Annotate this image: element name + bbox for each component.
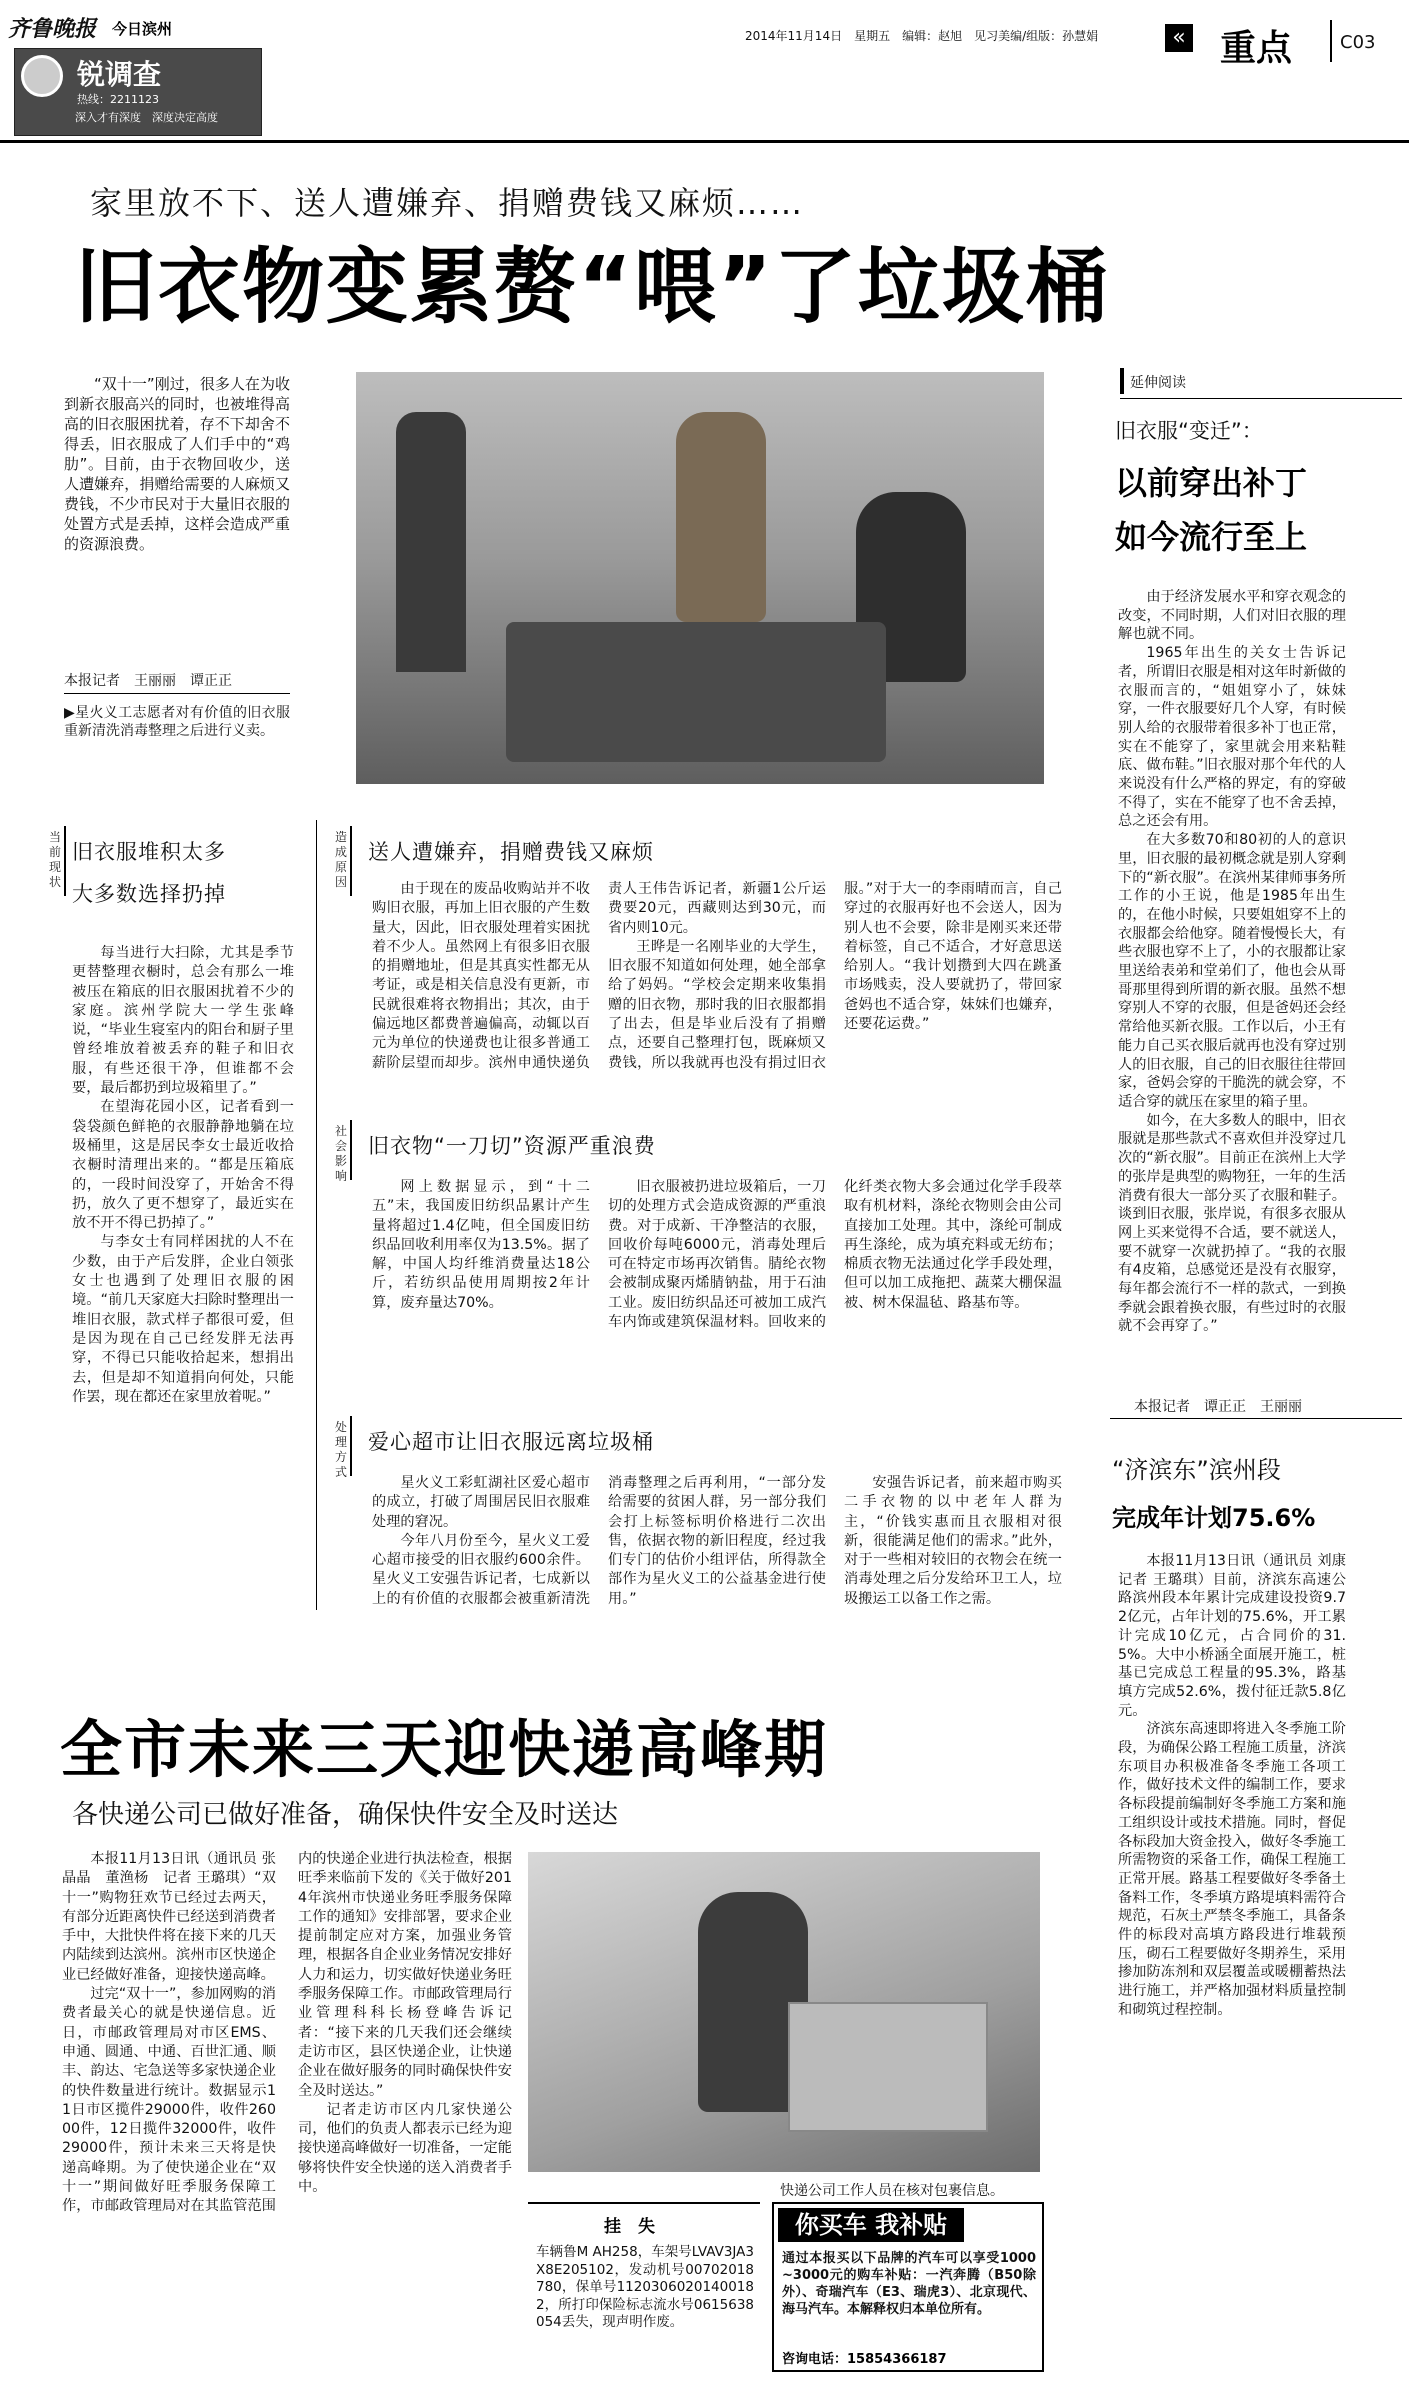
- ad-phone: 咨询电话：15854366187: [782, 2352, 947, 2367]
- section-title: 爱心超市让旧衣服远离垃圾桶: [368, 1430, 654, 1454]
- section-body: 由于现在的废品收购站并不收购旧衣服，再加上旧衣服的产生数量大，因此，旧衣服处理着实困扰着不少人。虽然网上有很多旧衣服的捐赠地址，但是其真实性都无从考证，或是相关信息没有更新，市民就很难将衣物捐出；其次，由于偏远地区都费普遍偏高，动辄以百元为单位的快递费也让很多普通工薪阶层望而却步。滨州申通快递负责人王伟告诉记者，新疆1公斤运费要20元，西藏则达到30元，而省内则10元。 王晔是一名刚毕业的大学生，旧衣服不知道如何处理，她全部拿给了妈妈。“学校会定期来收集捐赠的旧衣物，那时我的旧衣服都捐了出去，但是毕业后没有了捐赠点，还要自己整理打包，既麻烦又费钱，所以我就再也没有捐过旧衣服。”对于大一的李雨晴而言，自己穿过的衣服再好也不会送人，因为别人也不会要，除非是刚买来还带着标签，自己不适合，才好意思送给别人。“我计划攒到大四在跳蚤市场贱卖，没人要就扔了，带回家爸妈也不适合穿，妹妹们也嫌弃，还要花运费。”: [372, 881, 1062, 1071]
- parcels: [788, 2002, 988, 2132]
- section-label: 造成原因: [334, 830, 347, 889]
- promo-hotline: 热线：2211123: [77, 93, 159, 106]
- section-body: 星火义工彩虹湖社区爱心超市的成立，打破了周围居民旧衣服难处理的窘况。 今年八月份至今，星火义工爱心超市接受的旧衣服约600余件。星火义工安强告诉记者，七成新以上的有价值的衣服都会被重新清洗消毒整理之后再利用，“一部分发给需要的贫困人群，另一部分我们会打上标签标明价格进行二次出售，依据衣物的新旧程度，经过我们专门的估价小组评估，所得款全部作为星火义工的公益基金进行使用。” 安强告诉记者，前来超市购买二手衣物的以中老年人群为主，“价钱实惠而且衣服相对很新，很能满足他们的需求。”此外，对于一些相对较旧的衣物会在统一消毒处理之后分发给环卫工人，垃圾搬运工以备工作之需。: [372, 1475, 1062, 1607]
- side2-headline-2: 完成年计划75.6%: [1112, 1504, 1316, 1532]
- lead-intro: “双十一”刚过，很多人在为收到新衣服高兴的同时，也被堆得高高的旧衣服困扰着，存不下却舍不得丢，旧衣服成了人们手中的“鸡肋”。目前，由于衣物回收少，送人遭嫌弃，捐赠给需要的人麻烦又费钱，不少市民对于大量旧衣服的处置方式是丢掉，这样会造成严重的资源浪费。: [64, 375, 290, 553]
- sidebar-byline: 本报记者 谭正正 王丽丽: [1134, 1399, 1302, 1415]
- express-body: 本报11月13日讯（通讯员 张晶晶 董渔杨 记者 王璐琪）“双十一”购物狂欢节已经过去两天，有部分近距离快件已经送到消费者手中，大批快件将在接下来的几天内陆续到达滨州。滨州市区快递企业已经做好准备，迎接快递高峰。 过完“双十一”，参加网购的消费者最关心的就是快递信息。近日，市邮政管理局对市区EMS、申通、圆通、中通、百世汇通、顺丰、韵达、宅急送等多家快递企业的快件数量进行统计。数据显示11日市区揽件29000件，收件26000件，12日揽件32000件，收件29000件，预计未来三天将是快递高峰期。为了使快递企业在“双十一”期间做好旺季服务保障工作，市邮政管理局对在其监管范围内的快递企业进行执法检查，根据旺季来临前下发的《关于做好2014年滨州市快递业务旺季服务保障工作的通知》安排部署，要求企业提前制定应对方案，加强业务管理，根据各自企业业务情况安排好人力和运力，切实做好快递业务旺季服务保障工作。市邮政管理局行业管理科科长杨登峰告诉记者：“接下来的几天我们还会继续走访市区，县区快递企业，让快递企业在做好服务的同时确保快件安全及时送达。” 记者走访市区内几家快递公司，他们的负责人都表示已经为迎接快递高峰做好一切准备，一定能够将快件安全快递的送入消费者手中。: [62, 1851, 512, 2215]
- divider: [64, 693, 290, 694]
- side2-headline-1: “济滨东”滨州段: [1112, 1456, 1281, 1484]
- divider: [316, 820, 317, 1610]
- section-label: 处理方式: [334, 1420, 347, 1479]
- clothes-pile: [506, 622, 886, 762]
- ad-title: 你买车 我补贴: [778, 2208, 964, 2242]
- section-body: 每当进行大扫除，尤其是季节更替整理衣橱时，总会有那么一堆被压在箱底的旧衣服困扰着不少的家庭。滨州学院大一学生张峰说，“毕业生寝室内的阳台和厨子里曾经堆放着被丢弃的鞋子和旧衣服，有些还很干净，但谁都不会要，最后都扔到垃圾箱里了。” 在望海花园小区，记者看到一袋袋颜色鲜艳的衣服静静地躺在垃圾桶里，这是居民李女士最近收拾衣橱时清理出来的。“都是压箱底的，一段时间没穿了，开始舍不得扔，放久了更不想穿了，最近实在放不开不得已扔掉了。” 与李女士有同样困扰的人不在少数，由于产后发胖，企业白领张女士也遇到了处理旧衣服的困境。“前几天家庭大扫除时整理出一堆旧衣服，款式样子都很可爱，但是因为现在自己已经发胖无法再穿，不得已只能收拾起来，想捐出去，但是却不知道捐向何处，只能作罢，现在都还在家里放着呢。”: [72, 945, 294, 1405]
- divider: [1110, 1418, 1402, 1419]
- section-title: 旧衣服堆积太多: [72, 840, 226, 864]
- divider: [1120, 368, 1124, 394]
- sidebar-headline-1: 以前穿出补丁: [1115, 464, 1308, 502]
- masthead-rule: [0, 140, 1409, 143]
- photo-caption: 快递公司工作人员在核对包裹信息。: [780, 2183, 1004, 2199]
- promo-slogan: 深入才有深度 深度决定高度: [75, 111, 218, 124]
- date-line: 2014年11月14日 星期五 编辑：赵旭 见习美编/组版：孙慧娟: [745, 29, 1099, 43]
- section-title: 旧衣物“一刀切”资源严重浪费: [368, 1134, 656, 1158]
- divider: [350, 1416, 352, 1476]
- section-title: 送人遭嫌弃，捐赠费钱又麻烦: [368, 840, 654, 864]
- divider: [64, 826, 66, 896]
- lost-text: 车辆鲁M AH258，车架号LVAV3JA3X8E205102，发动机号00702018780，保单号11203060201400182，所打印保险标志流水号0615638054丢失，现声明作废。: [536, 2244, 754, 2330]
- magnifier-icon: [21, 55, 63, 97]
- section-arrow-icon: «: [1165, 24, 1193, 52]
- page-number: C03: [1340, 32, 1376, 53]
- shopper-figure: [676, 412, 766, 622]
- section-label: 社会影响: [334, 1124, 347, 1183]
- lead-photo: [356, 372, 1044, 784]
- express-headline: 全市未来三天迎快递高峰期: [60, 1713, 829, 1786]
- lost-title: 挂 失: [604, 2217, 655, 2237]
- lead-kicker: 家里放不下、送人遭嫌弃、捐赠费钱又麻烦……: [90, 184, 805, 222]
- section-body: 网上数据显示，到“十二五”末，我国废旧纺织品累计产生量将超过1.4亿吨，但全国废旧纺织品回收利用率仅为13.5%。据了解，中国人均纤维消费量达18公斤，若纺织品使用周期按2年计算，废弃量达70%。 旧衣服被扔进垃圾箱后，一刀切的处理方式会造成资源的严重浪费。对于成新、干净整洁的衣服，回收价每吨6000元，消毒处理后可在特定市场再次销售。腈纶衣物会被制成聚丙烯腈钠盐，用于石油工业。废旧纺织品还可被加工成汽车内饰或建筑保温材料。回收来的化纤类衣物大多会通过化学手段萃取有机材料，涤纶衣物则会由公司直接加工处理。其中，涤纶可制成再生涤纶，成为填充料或无纺布；棉质衣物无法通过化学手段处理，但可以加工成拖把、蔬菜大棚保温被、树木保温毡、路基布等。: [372, 1179, 1062, 1331]
- section-title: 大多数选择扔掉: [72, 882, 226, 906]
- divider: [1120, 398, 1402, 399]
- section-name: 重点: [1220, 28, 1293, 69]
- sidebar-kicker: 旧衣服“变迁”：: [1115, 419, 1263, 443]
- lead-byline: 本报记者 王丽丽 谭正正: [64, 673, 232, 689]
- divider: [350, 1120, 352, 1180]
- photo-caption: ▶星火义工志愿者对有价值的旧衣服重新清洗消毒整理之后进行义卖。: [64, 705, 290, 739]
- divider: [1330, 20, 1332, 62]
- express-subhead: 各快递公司已做好准备，确保快件安全及时送达: [72, 1800, 619, 1830]
- edition-name: 今日滨州: [112, 20, 173, 38]
- sidebar-tag: 延伸阅读: [1130, 375, 1186, 391]
- section-label: 当前现状: [48, 830, 61, 889]
- sidebar-body: 由于经济发展水平和穿衣观念的改变，不同时期，人们对旧衣服的理解也就不同。 1965年出生的关女士告诉记者，所谓旧衣服是相对这年时新做的衣服而言的，“姐姐穿小了，妹妹穿，一件衣服要好几个人穿，有时候别人给的衣服带着很多补丁也正常，实在不能穿了，家里就会用来粘鞋底、做布鞋。”旧衣服对那个年代的人来说没有什么严格的界定，有的穿破不得了，实在不能穿了也不舍丢掉，总之还会有用。 在大多数70和80初的人的意识里，旧衣服的最初概念就是别人穿剩下的“新衣服”。在滨州某律师事务所工作的小王说，他是1985年出生的，在他小时候，只要姐姐穿不上的衣服都会给他穿。随着慢慢长大，有些衣服也穿不上了，小的衣服都让家里送给表弟和堂弟们了，他也会从哥哥那里得到所谓的新衣服。虽然不想穿别人不穿的衣服，但是爸妈还会经常给他买新衣服。工作以后，小王有能力自己买衣服后就再也没有穿过别人的旧衣服，自己的旧衣服往往带回家，爸妈会穿的干脆洗的就会穿，不适合穿的就压在家里的箱子里。 如今，在大多数人的眼中，旧衣服就是那些款式不喜欢但并没穿过几次的“新衣服”。目前正在滨州上大学的张岸是典型的购物狂，一年的生活消费有很大一部分买了衣服和鞋子。谈到旧衣服，张岸说，有很多衣服从网上买来觉得不合适，要不就送人，要不就穿一次就扔掉了。“我的衣服有4皮箱，总感觉还是没有衣服穿，每年都会流行不一样的款式，一到换季就会跟着换衣服，有些过时的衣服就不会再穿了。”: [1118, 589, 1346, 1335]
- volunteer-figure: [396, 412, 466, 672]
- promo-title: 锐调查: [77, 58, 162, 91]
- paper-name: 齐鲁晚报: [8, 16, 97, 42]
- lead-headline: 旧衣物变累赘“喂”了垃圾桶: [74, 240, 1110, 335]
- side2-body: 本报11月13日讯（通讯员 刘康 记者 王璐琪）目前，济滨东高速公路滨州段本年累计完成建设投资9.72亿元，占年计划的75.6%，开工累计完成10亿元，占合同价的31.5%。大中小桥涵全面展开施工，桩基已完成总工程量的95.3%，路基填方完成52.6%，拨付征迁款5.8亿元。 济滨东高速即将进入冬季施工阶段，为确保公路工程施工质量，济滨东项目办积极准备冬季施工各项工作，做好技术文件的编制工作，要求各标段提前编制好冬季施工方案和施工组织设计或技术措施。同时，督促各标段加大资金投入，做好冬季施工所需物资的采备工作，确保工程施工正常开展。路基工程要做好冬季备土备料工作，冬季填方路堤填料需符合规范，石灰土严禁冬季施工，具备条件的标段对高填方路段进行堆载预压，砌石工程要做好冬期养生，采用掺加防冻剂和双层覆盖或暖棚蓄热法进行施工，并严格加强材料质量控制和砌筑过程控制。: [1118, 1553, 1361, 2018]
- promo-box: [14, 48, 262, 136]
- express-photo: [528, 1852, 1040, 2172]
- ad-text: 通过本报买以下品牌的汽车可以享受1000~3000元的购车补贴：一汽奔腾（B50除外）、奇瑞汽车（E3、瑞虎3）、北京现代、海马汽车。本解释权归本单位所有。: [782, 2251, 1036, 2317]
- divider: [350, 826, 352, 896]
- sidebar-headline-2: 如今流行至上: [1115, 518, 1308, 556]
- ad-box: [772, 2202, 1044, 2372]
- lost-notice: [528, 2202, 760, 2372]
